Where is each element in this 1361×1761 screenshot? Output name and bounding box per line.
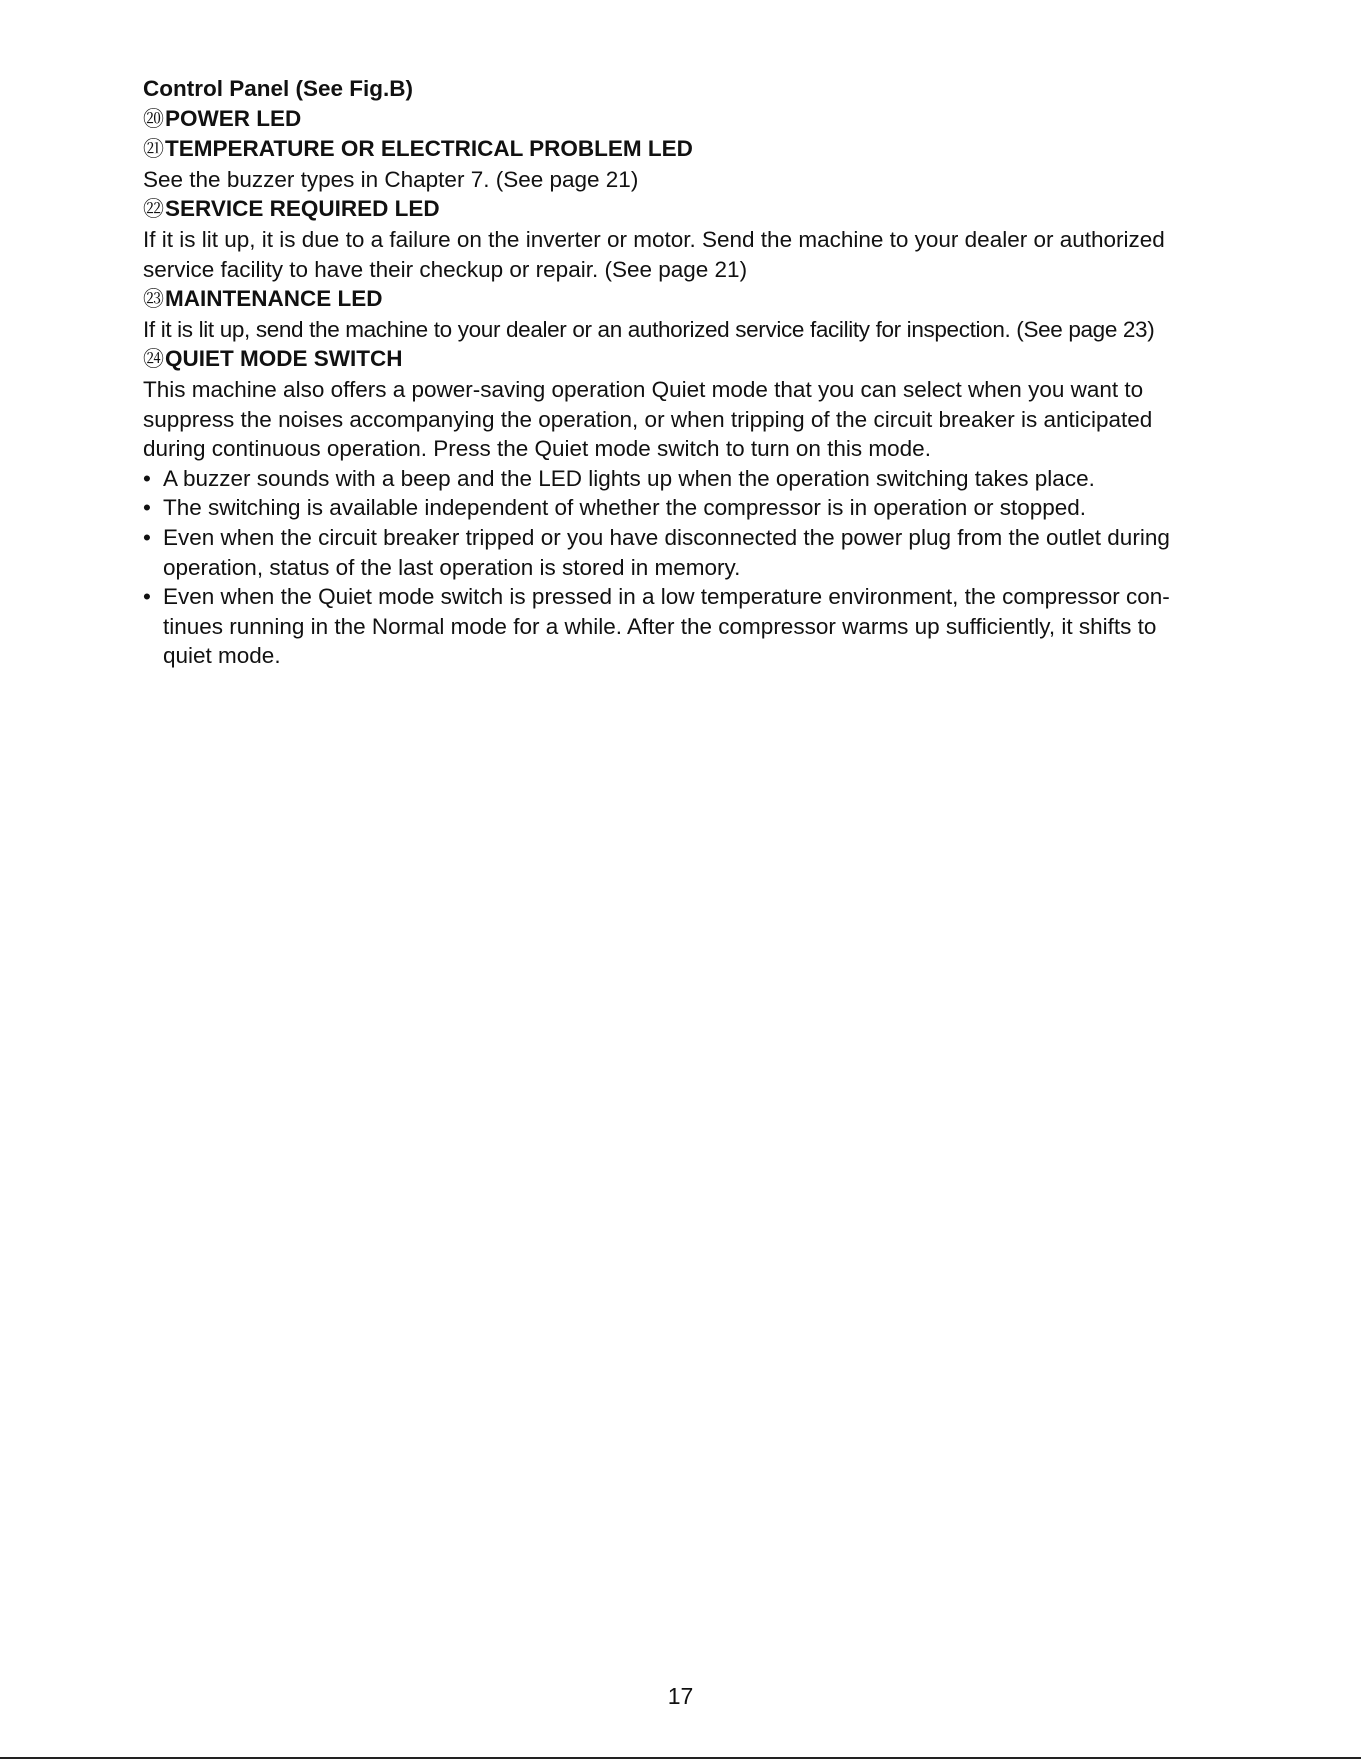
item-heading-text: SERVICE REQUIRED LED (165, 196, 440, 222)
bullet-line: quiet mode. (163, 643, 281, 669)
bullet-line: A buzzer sounds with a beep and the LED lights up when the operation switching takes place. (163, 465, 1095, 491)
item-heading-maintenance-led (143, 284, 1223, 315)
item-number: ㉓ (143, 288, 164, 312)
bullet-item (143, 523, 1223, 582)
bullet-item (143, 493, 1223, 523)
body-line: service facility to have their checkup or repair. (See page 21) (143, 256, 748, 282)
item-heading-text: QUIET MODE SWITCH (165, 346, 403, 372)
bullet-item (143, 464, 1223, 494)
bullet-line: Even when the Quiet mode switch is pressed in a low temperature environment, the compressor con- (163, 584, 1170, 610)
body-line: If it is lit up, send the machine to your dealer or an authorized service facility for inspection. (See page 23) (143, 316, 1155, 342)
item-number: ㉔ (143, 348, 164, 372)
body-line: suppress the noises accompanying the operation, or when tripping of the circuit breaker is anticipated (143, 406, 1153, 432)
bullet-icon: • (143, 495, 151, 521)
bullet-line: The switching is available independent of whether the compressor is in operation or stopped. (163, 495, 1087, 521)
page-number: 17 (667, 1683, 694, 1709)
bullet-icon: • (143, 584, 151, 610)
item-number: ㉑ (143, 138, 164, 162)
item-heading-text: MAINTENANCE LED (165, 286, 383, 312)
item-number: ㉒ (143, 198, 164, 222)
item-heading-temperature-led (143, 134, 1223, 165)
section-title: Control Panel (See Fig.B) (143, 76, 414, 101)
document-body (143, 74, 1223, 671)
bullet-line: operation, status of the last operation is stored in memory. (163, 554, 741, 580)
item-heading-service-required-led (143, 194, 1223, 225)
bullet-icon: • (143, 465, 151, 491)
bottom-rule (0, 1757, 1361, 1759)
body-line: during continuous operation. Press the Quiet mode switch to turn on this mode. (143, 436, 931, 462)
item-heading-quiet-mode-switch (143, 344, 1223, 375)
body-line: See the buzzer types in Chapter 7. (See page 21) (143, 166, 639, 192)
body-line: This machine also offers a power-saving operation Quiet mode that you can select when you want to (143, 376, 1144, 402)
item-heading-text: TEMPERATURE OR ELECTRICAL PROBLEM LED (165, 136, 693, 162)
bullet-line: Even when the circuit breaker tripped or you have disconnected the power plug from the outlet during (163, 524, 1170, 550)
bullet-icon: • (143, 524, 151, 550)
body-line: If it is lit up, it is due to a failure on the inverter or motor. Send the machine to your dealer or authorized (143, 226, 1165, 252)
bullet-line: tinues running in the Normal mode for a while. After the compressor warms up sufficiently, it shifts to (163, 613, 1157, 639)
bullet-item (143, 582, 1223, 671)
item-heading-text: POWER LED (165, 105, 302, 131)
item-heading-power-led (143, 104, 1223, 135)
item-number: ⑳ (143, 107, 164, 131)
